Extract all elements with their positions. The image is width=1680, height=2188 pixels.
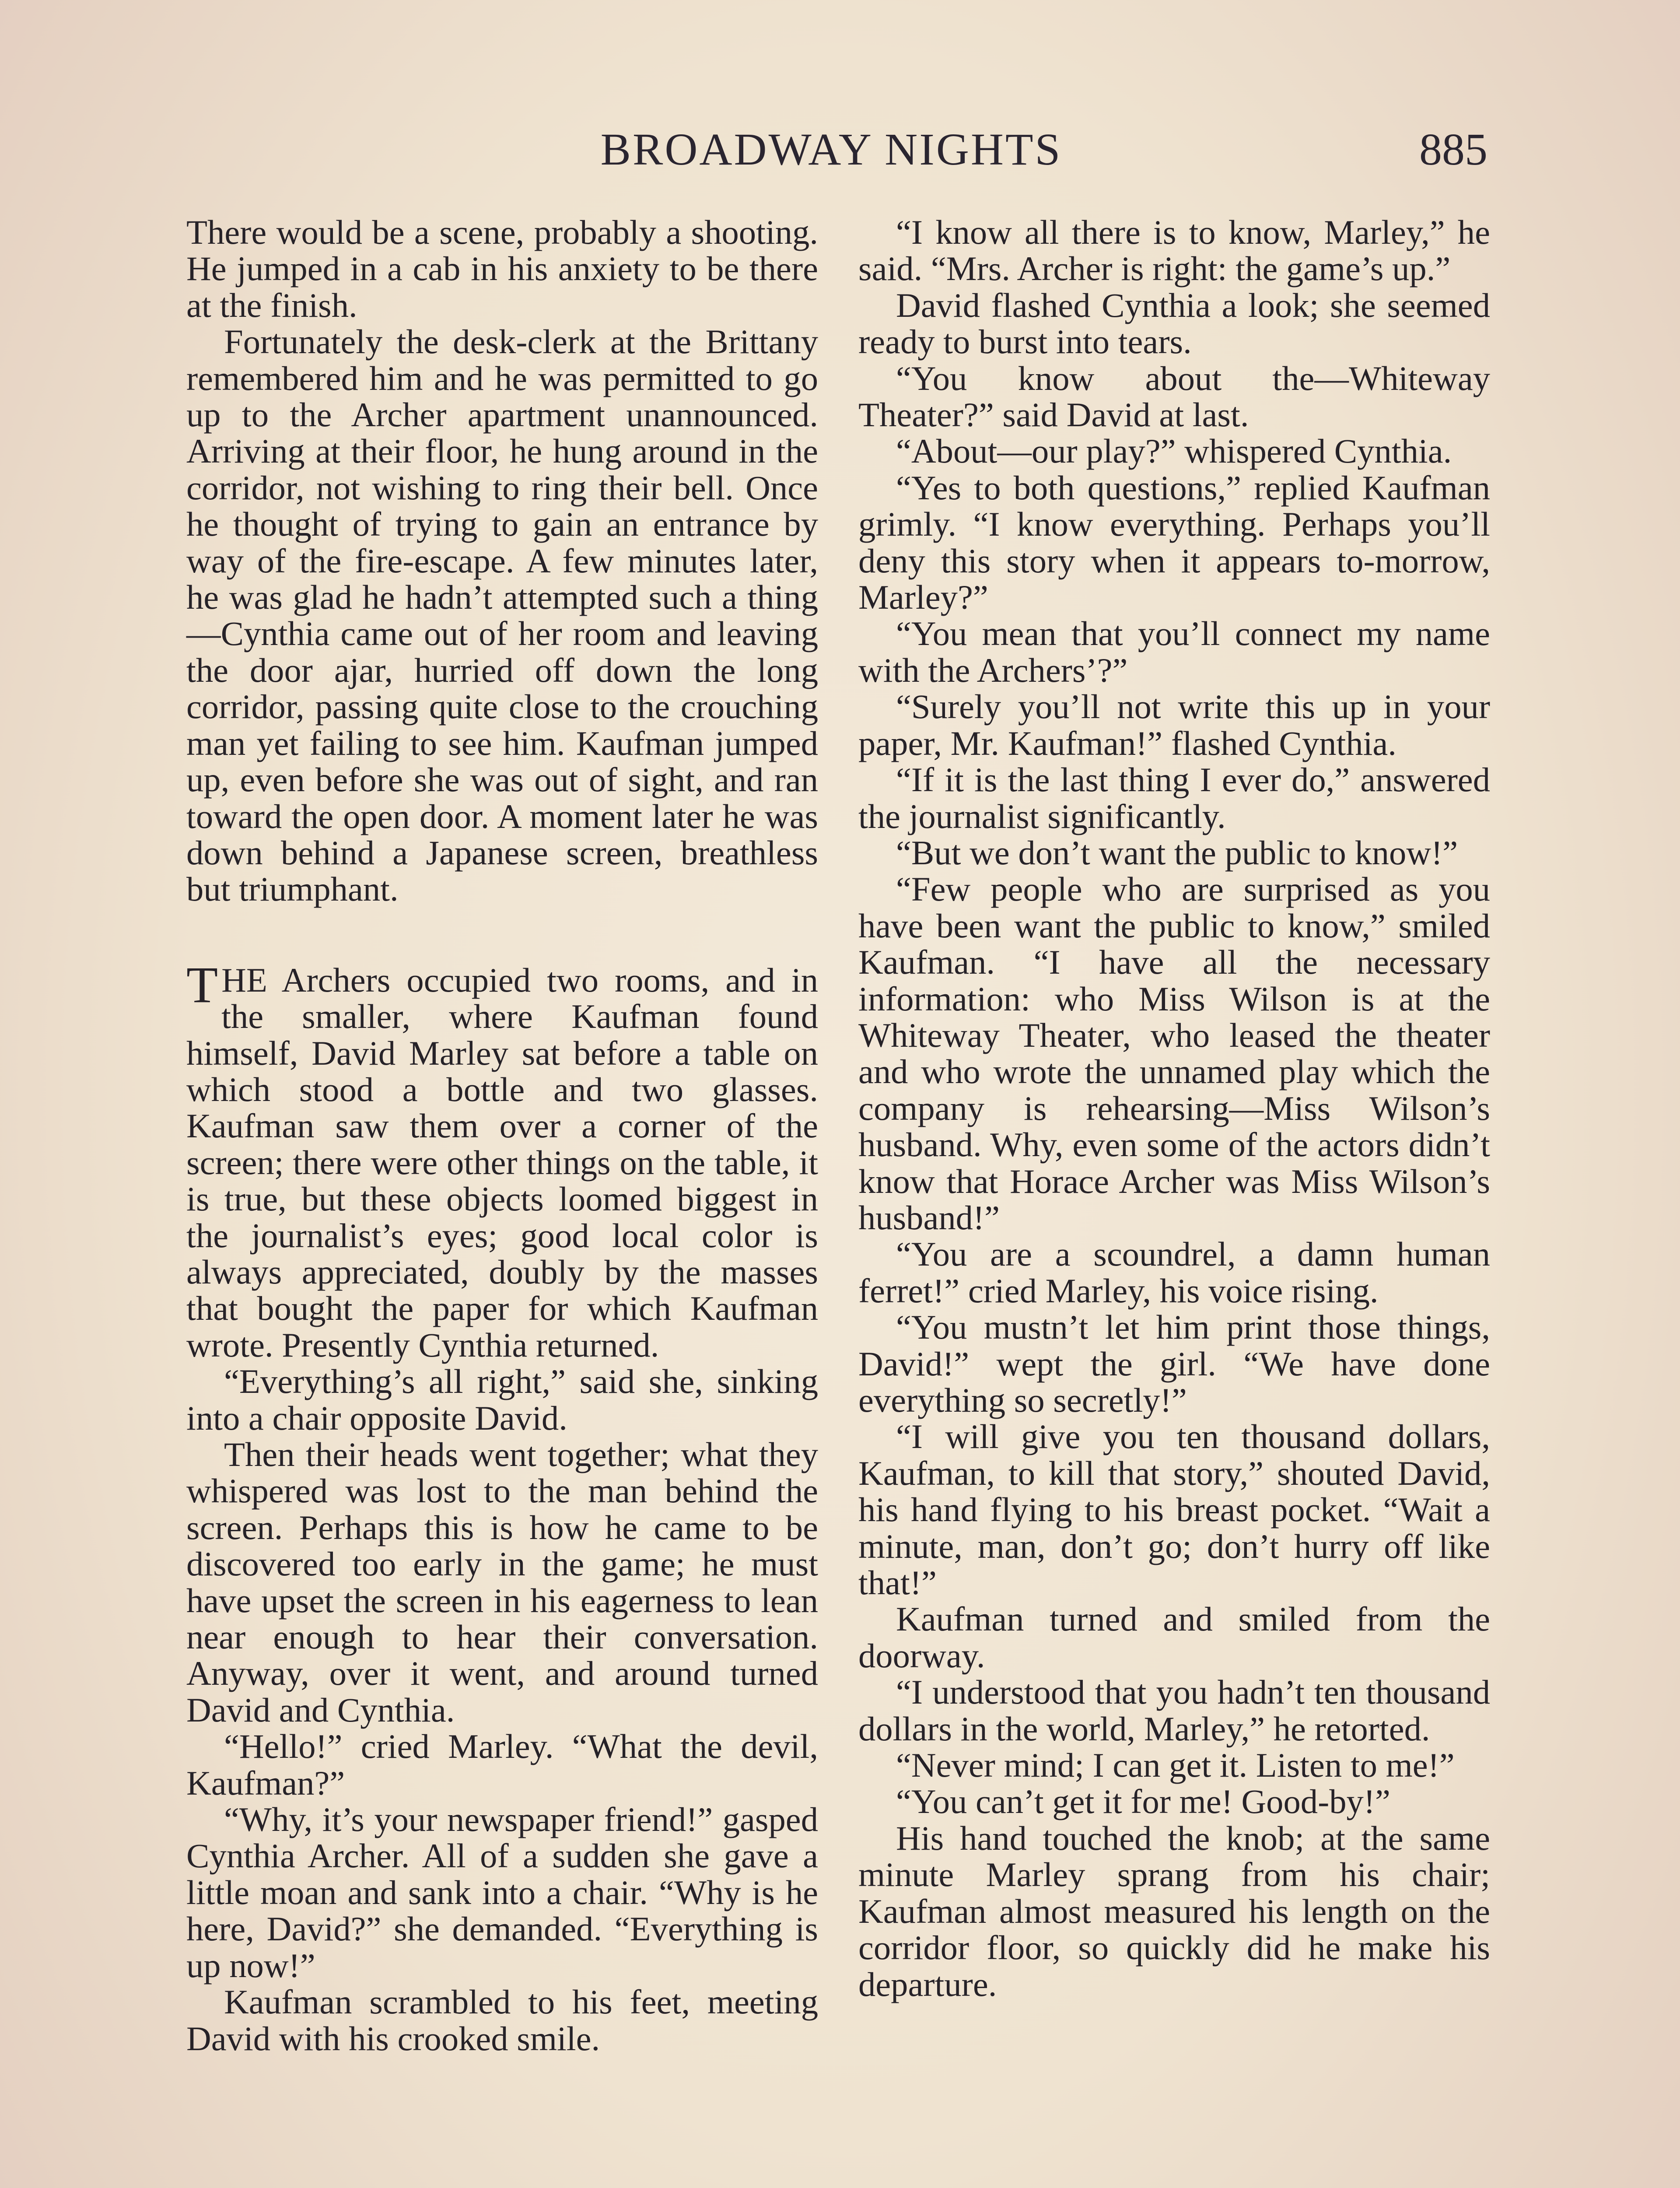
- paragraph: “You mean that you’ll connect my name with the Archers’?”: [858, 615, 1490, 690]
- page-number: 885: [1419, 124, 1488, 175]
- paragraph: “Why, it’s your newspaper friend!” gasped Cynthia Archer. All of a sudden she gave a little moan and sank into a chair. “Why is he here, David?” she demanded. “Everything is up now!”: [186, 1801, 818, 1985]
- paragraph: “Never mind; I can get it. Listen to me!”: [896, 1746, 1455, 1785]
- paragraph: Kaufman turned and smiled from the doorway.: [858, 1600, 1490, 1675]
- paragraph: “You are a scoundrel, a damn human ferret!” cried Marley, his voice rising.: [858, 1235, 1490, 1310]
- left-text-column: [186, 214, 818, 2057]
- paragraph: “About—our play?” whispered Cynthia.: [896, 432, 1452, 471]
- paragraph: “I will give you ten thousand dollars, Kaufman, to kill that story,” shouted David, his hand flying to his breast pocket. “Wait a minute, man, don’t go; don’t hurry off like that!”: [858, 1418, 1490, 1602]
- drop-cap: T: [186, 956, 218, 1013]
- running-head-title: BROADWAY NIGHTS: [600, 124, 1062, 175]
- paragraph: Fortunately the desk-clerk at the Brittany remembered him and he was permitted to go up to the Archer apartment unannounced. Arriving at their floor, he hung around in the corridor, not wishing to ring their bell. Once he thought of trying to gain an entrance by way of the fire-escape. A few minutes later, he was glad he hadn’t attempted such a thing—Cynthia came out of her room and leaving the door ajar, hurried off down the long corridor, passing quite close to the crouching man yet failing to see him. Kaufman jumped up, even before she was out of sight, and ran toward the open door. A moment later he was down behind a Japanese screen, breathless but triumphant.: [186, 323, 818, 909]
- section-paragraph-text: HE Archers occupied two rooms, and in the smaller, where Kaufman found himself, David Marley sat before a table on which stood a bottle and two glasses. Kaufman saw them over a corner of the screen; there were other things on the table, it is true, but these objects loomed biggest in the journalist’s eyes; good local color is always appreciated, doubly by the masses that bought the paper for which Kaufman wrote. Presently Cynthia returned.: [186, 961, 818, 1364]
- paragraph: “Yes to both questions,” replied Kaufman grimly. “I know everything. Perhaps you’ll deny this story when it appears to-morrow, Marley?”: [858, 469, 1490, 617]
- paragraph: “If it is the last thing I ever do,” answered the journalist significantly.: [858, 761, 1490, 836]
- section-opening-paragraph: [186, 956, 818, 1364]
- paragraph: There would be a scene, probably a shooting. He jumped in a cab in his anxiety to be there at the finish.: [186, 214, 818, 325]
- paragraph: “You can’t get it for me! Good-by!”: [896, 1783, 1390, 1821]
- paragraph: Kaufman scrambled to his feet, meeting David with his crooked smile.: [186, 1983, 818, 2058]
- paragraph: “But we don’t want the public to know!”: [896, 834, 1458, 872]
- paragraph: “Surely you’ll not write this up in your paper, Mr. Kaufman!” flashed Cynthia.: [858, 688, 1490, 763]
- paragraph: David flashed Cynthia a look; she seemed ready to burst into tears.: [858, 286, 1490, 361]
- right-text-column: [858, 214, 1490, 2003]
- paragraph: “You know about the—Whiteway Theater?” said David at last.: [858, 359, 1490, 435]
- paragraph: “I understood that you hadn’t ten thousand dollars in the world, Marley,” he retorted.: [858, 1673, 1490, 1748]
- paragraph: Then their heads went together; what they whispered was lost to the man behind the screen. Perhaps this is how he came to be discovered too early in the game; he must have upset the screen in his eagerness to lean near enough to hear their conversation. Anyway, over it went, and around turned David and Cynthia.: [186, 1436, 818, 1729]
- paragraph: “Hello!” cried Marley. “What the devil, Kaufman?”: [186, 1728, 818, 1802]
- paragraph: “I know all there is to know, Marley,” he said. “Mrs. Archer is right: the game’s up.”: [858, 214, 1490, 288]
- paragraph: “Few people who are surprised as you have been want the public to know,” smiled Kaufman. “I have all the necessary information: who Miss Wilson is at the Whiteway Theater, who leased the theater and who wrote the unnamed play which the company is rehearsing—Miss Wilson’s husband. Why, even some of the actors didn’t know that Horace Archer was Miss Wilson’s husband!”: [858, 870, 1490, 1237]
- paragraph: “You mustn’t let him print those things, David!” wept the girl. “We have done everything so secretly!”: [858, 1308, 1490, 1420]
- paragraph: “Everything’s all right,” said she, sinking into a chair opposite David.: [186, 1363, 818, 1438]
- paragraph: His hand touched the knob; at the same minute Marley sprang from his chair; Kaufman almost measured his length on the corridor floor, so quickly did he make his departure.: [858, 1819, 1490, 2004]
